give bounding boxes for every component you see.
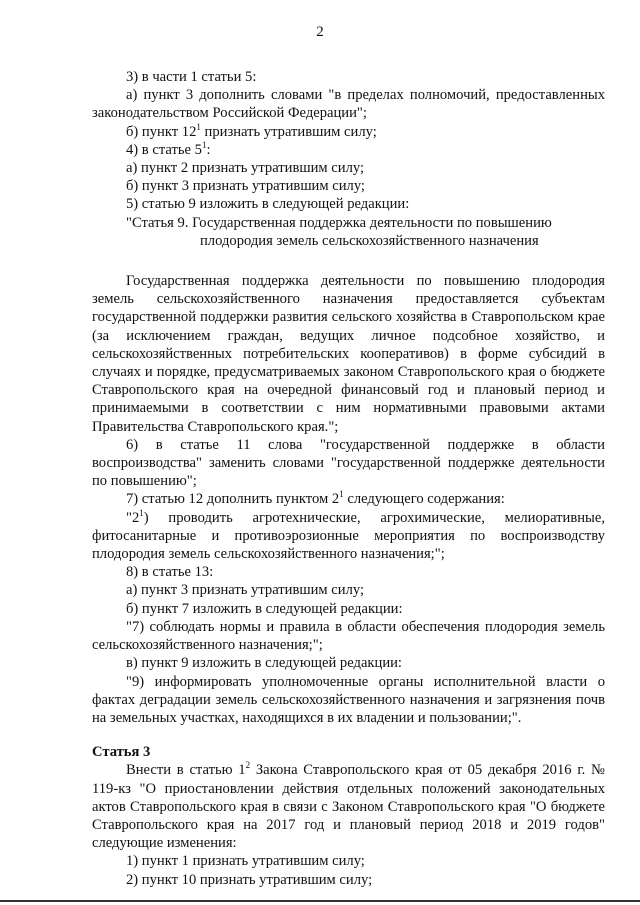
page-number: 2	[316, 24, 324, 40]
amendment-subitem-b: б) пункт 3 признать утратившим силу;	[126, 178, 365, 195]
amendment-subitem-a: а) пункт 3 дополнить словами "в пределах полномочий, предоставленных законодательством Российской Федерации";	[92, 87, 605, 122]
new-point-2-1: "$2^1$) проводить агротехнические, агрохимические, мелиоративные, фитосанитарные и противоэрозионные мероприятия по воспроизводству плодородия земель сельскохозяйственного назначения;";	[92, 507, 605, 563]
article-3-item-2: 2) пункт 10 признать утратившим силу;	[126, 871, 373, 888]
article-3-title: Статья 3	[92, 744, 151, 761]
article-3-text: Внести в статью $1^2$ Закона Ставропольского края от 05 декабря 2016 г. № 119-кз "О приостановлении действия отдельных положений законодательных актов Ставропольского края в связи с Законом Ставропольского края "О бюджете Ставропольского края на 2017 год и плановый период 2018 и 2019 годов" следующие изменения:	[92, 760, 605, 852]
page-bottom-rule	[0, 900, 640, 902]
document-body	[92, 68, 605, 889]
amendment-subitem-a: а) пункт 2 признать утратившим силу;	[126, 160, 365, 177]
amendment-subitem-b: б) пункт $12^1$ признать утратившим силу;	[126, 121, 377, 140]
amendment-subitem-a: а) пункт 3 признать утратившим силу;	[126, 582, 365, 599]
amendment-item-8: 8) в статье 13:	[126, 564, 214, 581]
amendment-item-5: 5) статью 9 изложить в следующей редакции:	[126, 196, 410, 213]
amendment-item-6: 6) в статье 11 слова "государственной поддержке в области воспроизводства" заменить словами "государственной поддержке деятельности по повышению";	[92, 436, 605, 490]
article-9-heading-cont: плодородия земель сельскохозяйственного назначения	[200, 232, 539, 249]
new-point-9: "9) информировать уполномоченные органы исполнительной власти о фактах деградации земель сельскохозяйственного назначения и загрязнения почв на земельных участках, находящихся в их владении и пользовании;".	[92, 673, 605, 726]
amendment-subitem-b: б) пункт 7 изложить в следующей редакции:	[126, 600, 403, 617]
new-point-7: "7) соблюдать нормы и правила в области обеспечения плодородия земель сельскохозяйственного назначения;";	[92, 618, 605, 654]
article-3-item-1: 1) пункт 1 признать утратившим силу;	[126, 853, 365, 870]
article-9-heading: "Статья 9. Государственная поддержка деятельности по повышению	[126, 214, 552, 231]
amendment-item-3: 3) в части 1 статьи 5:	[126, 69, 257, 85]
article-9-text: Государственная поддержка деятельности по повышению плодородия земель сельскохозяйственного назначения предоставляется субъектам государственной поддержки развития сельского хозяйства в Ставропольском крае (за исключением граждан, ведущих личное подсобное хозяйство, и сельскохозяйственных потребительских кооперативов) в форме субсидий в случаях и порядке, предусматриваемых законом Ставропольского края о бюджете Ставропольского края на очередной финансовый год и плановый период и принимаемыми в соответствии с ним нормативными правовыми актами Правительства Ставропольского края.";	[92, 273, 605, 435]
amendment-subitem-c: в) пункт 9 изложить в следующей редакции:	[126, 655, 402, 672]
amendment-item-7: 7) статью 12 дополнить пунктом $2^1$ следующего содержания:	[126, 489, 505, 508]
amendment-item-4: 4) в статье $5^1$:	[126, 139, 211, 158]
